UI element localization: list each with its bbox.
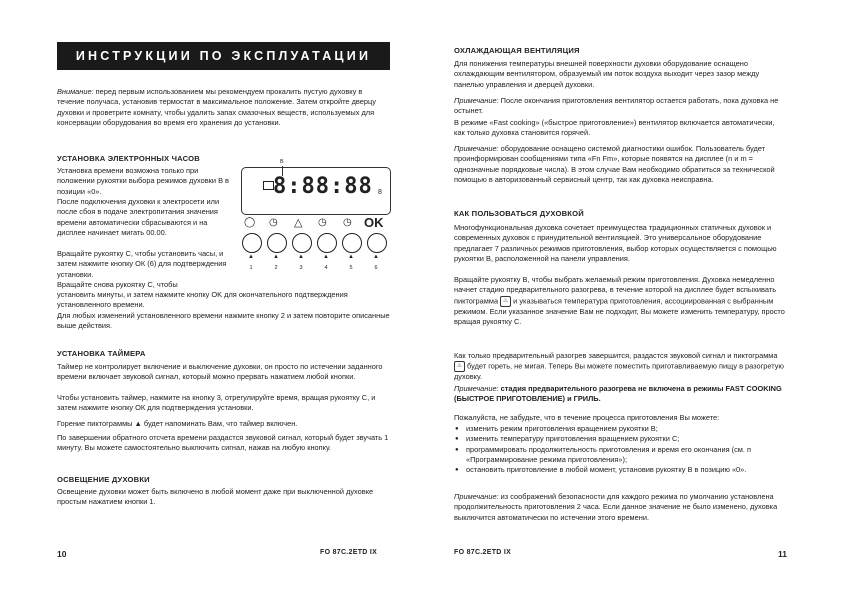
- list-item: ● программировать продолжительность приготовления и время его окончания (см. п «Программирование режима приготовления»);: [466, 445, 787, 466]
- arrow-icon: ▲: [348, 254, 354, 260]
- list-item: ● остановить приготовление в любой момент, установив рукоятку В в позицию «0».: [466, 465, 787, 475]
- timer-bell-icon: △: [294, 217, 303, 229]
- control-panel-diagram: [236, 159, 394, 277]
- timer-paragraph-4: По завершении обратного отсчета времени раздастся звуковой сигнал, который будет звучать 1 минуту. Вы можете самостоятельно выключить сигнал, нажав на любую кнопку.: [57, 433, 389, 453]
- timer-paragraph-2: Чтобы установить таймер, нажмите на кнопку 3, отрегулируйте время, вращая рукоятку С, и затем нажмите кнопку ОК для подтверждения установки.: [57, 393, 376, 413]
- clock-icon: ◷: [269, 217, 278, 228]
- note-label: Примечание:: [454, 96, 499, 105]
- use-heading: КАК ПОЛЬЗОВАТЬСЯ ДУХОВКОЙ: [454, 209, 584, 218]
- page-number: 10: [57, 549, 67, 559]
- final-note: [454, 492, 787, 523]
- note-label: Примечание:: [454, 492, 499, 501]
- vent-note-2-text: оборудование оснащено системой диагностики ошибок. Пользователь будет проинформирован сообщениями типа «Fn Fm», которые появятся на дисплее (n и m = однозначные порядковые числа). В этом случае Вам необходимо обратиться за технической помощью в авторизованный сервисный центр, так как духовка неисправна.: [454, 144, 775, 184]
- timer-paragraph-1: Таймер не контролирует включение и выключение духовки, он просто по истечении заданного времени включает звуковой сигнал, который можно прервать нажатием любой кнопки.: [57, 362, 383, 382]
- right-page: [421, 0, 842, 595]
- use-note-text: стадия предварительного разогрева не включена в режимы FAST COOKING (БЫСТРОЕ ПРИГОТОВЛЕНИЕ) и ГРИЛЬ.: [454, 384, 782, 404]
- button-number: 2: [274, 265, 278, 271]
- page-number: 11: [778, 549, 787, 559]
- arrow-icon: ▲: [248, 254, 254, 260]
- clock-paragraph-5: Для любых изменений установленного времени нажмите кнопку 2 и затем повторите описанные выше действия.: [57, 311, 390, 331]
- clock-paragraph-4a: Вращайте снова рукоятку С, чтобы: [57, 280, 178, 289]
- model-code: FO 87C.2ETD IX: [320, 549, 378, 556]
- timer-paragraph-3: [57, 419, 390, 429]
- note-label: Примечание:: [454, 144, 499, 153]
- remind-paragraph: Пожалуйста, не забудьте, что в течение процесса приготовления Вы можете:: [454, 413, 720, 422]
- timer-heading: УСТАНОВКА ТАЙМЕРА: [57, 349, 146, 358]
- display-marker: B: [280, 159, 284, 165]
- display-digits: 8:88:88: [273, 174, 373, 199]
- arrow-icon: ▲: [373, 254, 379, 260]
- use-p3-end: будет гореть, не мигая. Теперь Вы можете поместить приготавливаемую пищу в разогретую духовку.: [454, 361, 784, 382]
- use-note: [454, 384, 787, 405]
- light-paragraph: Освещение духовки может быть включено в любой момент даже при выключенной духовке простым нажатием кнопки 1.: [57, 487, 374, 507]
- clock-paragraph-3: Вращайте рукоятку С, чтобы установить часы, и затем нажмите кнопку ОК (6) для подтверждения установки.: [57, 249, 227, 279]
- button-number: 6: [374, 265, 378, 271]
- button-number: 1: [249, 265, 253, 271]
- use-p2-end: и указываться температура приготовления, ассоциированная с выбранным режимом. Если указанное значение Вам не подходит, Вы можете изменить температуру, просто вращая рукоятку С.: [454, 296, 785, 326]
- note-label: Примечание:: [454, 384, 499, 393]
- arrow-icon: ▲: [273, 254, 279, 260]
- button-1[interactable]: [242, 233, 262, 253]
- button-ok[interactable]: [367, 233, 387, 253]
- button-4[interactable]: [317, 233, 337, 253]
- clock-paragraph-1: Установка времени возможна только при положении рукоятки выбора режимов духовки В в позиции «0».: [57, 166, 229, 196]
- preheat-icon: ♨: [500, 296, 511, 307]
- ok-label: OK: [364, 215, 384, 230]
- clock-paragraph-2: После подключения духовки к электросети или после сбоя в подаче электропитания значения времени автоматически сбрасываются и на дисплее начинает мигать 00.00.: [57, 197, 220, 237]
- light-heading: ОСВЕЩЕНИЕ ДУХОВКИ: [57, 475, 150, 484]
- list-item: ● изменить температуру приготовления вращением рукоятки С;: [466, 434, 787, 444]
- clock-heading: УСТАНОВКА ЭЛЕКТРОННЫХ ЧАСОВ: [57, 154, 200, 163]
- timer-p3-start: Горение пиктограммы: [57, 419, 133, 428]
- button-number: 4: [324, 265, 328, 271]
- clock-mode-icon: [263, 181, 274, 190]
- vent-note-1: [454, 96, 787, 117]
- bell-icon: ▲: [134, 419, 142, 428]
- arrow-icon: ▲: [298, 254, 304, 260]
- warning-label: Внимание:: [57, 87, 94, 96]
- vent-paragraph-1: Для понижения температуры внешней поверхности духовки оборудование оснащено охлаждающим вентилятором, образуемый им поток воздуха выходит через зазор между панелью управления и дверцей духовки.: [454, 59, 760, 89]
- button-2[interactable]: [267, 233, 287, 253]
- use-paragraph-1: Многофункциональная духовка сочетает преимущества традиционных статичных духовок и современных духовок с принудительной вентиляцией. Это универсальное оборудование предлагает 7 различных режимов приготовления, выбор которых осуществляется с помощью рукоятки В, расположенной на панели управления.: [454, 223, 777, 263]
- preheat-icon: ♨: [454, 361, 465, 372]
- use-p3-start: Как только предварительный разогрев завершится, раздастся звуковой сигнал и пиктограмма: [454, 351, 778, 360]
- use-paragraph-3: [454, 351, 787, 383]
- light-icon: ◯: [244, 217, 256, 228]
- vent-note-1-text: После окончания приготовления вентилятор остается работать, пока духовка не остынет.: [454, 96, 779, 116]
- end-time-icon: ◷: [343, 217, 352, 228]
- button-number: 3: [299, 265, 303, 271]
- duration-icon: ◷: [318, 217, 327, 228]
- vent-note-2: [454, 144, 787, 185]
- warning-paragraph: [57, 87, 390, 128]
- model-code: FO 87C.2ETD IX: [454, 549, 512, 556]
- vent-heading: ОХЛАЖДАЮЩАЯ ВЕНТИЛЯЦИЯ: [454, 46, 580, 55]
- warning-text: перед первым использованием мы рекомендуем прокалить пустую духовку в течение получаса, установив термостат в максимальное положение. Затем откройте дверцу духовки и проветрите комнату, чтобы удалить запах смазочных веществ, используемых для консервации оборудования во время его хранения до установки.: [57, 87, 376, 127]
- page-title: ИНСТРУКЦИИ ПО ЭКСПЛУАТАЦИИ: [57, 42, 390, 70]
- list-item: ● изменить режим приготовления вращением рукоятки В;: [466, 424, 787, 434]
- vent-paragraph-2: В режиме «Fast cooking» («быстрое приготовление») вентилятор включается автоматически, как только духовка становится горячей.: [454, 118, 775, 138]
- button-3[interactable]: [292, 233, 312, 253]
- timer-p3-end: будет напоминать Вам, что таймер включен.: [141, 419, 298, 428]
- final-note-text: из соображений безопасности для каждого режима по умолчанию установлена продолжительность приготовления 2 часа. Если данное значение не было изменено, духовка выключится автоматически по истечении этого времени.: [454, 492, 778, 522]
- use-p2-start: Вращайте рукоятку В, чтобы выбрать желаемый режим приготовления. Духовка немедленно начнет стадию предварительного разогрева, в течение которой на дисплее будет вспыхивать пиктограмма: [454, 275, 777, 306]
- button-number: 5: [349, 265, 353, 271]
- use-paragraph-2: [454, 275, 787, 327]
- button-5[interactable]: [342, 233, 362, 253]
- action-list: [454, 424, 787, 475]
- arrow-icon: ▲: [323, 254, 329, 260]
- clock-paragraph-4b: установить минуты, и затем нажмите кнопку OK для окончательного подтверждения установленного времени.: [57, 290, 348, 310]
- display-right-char: 8: [378, 189, 382, 196]
